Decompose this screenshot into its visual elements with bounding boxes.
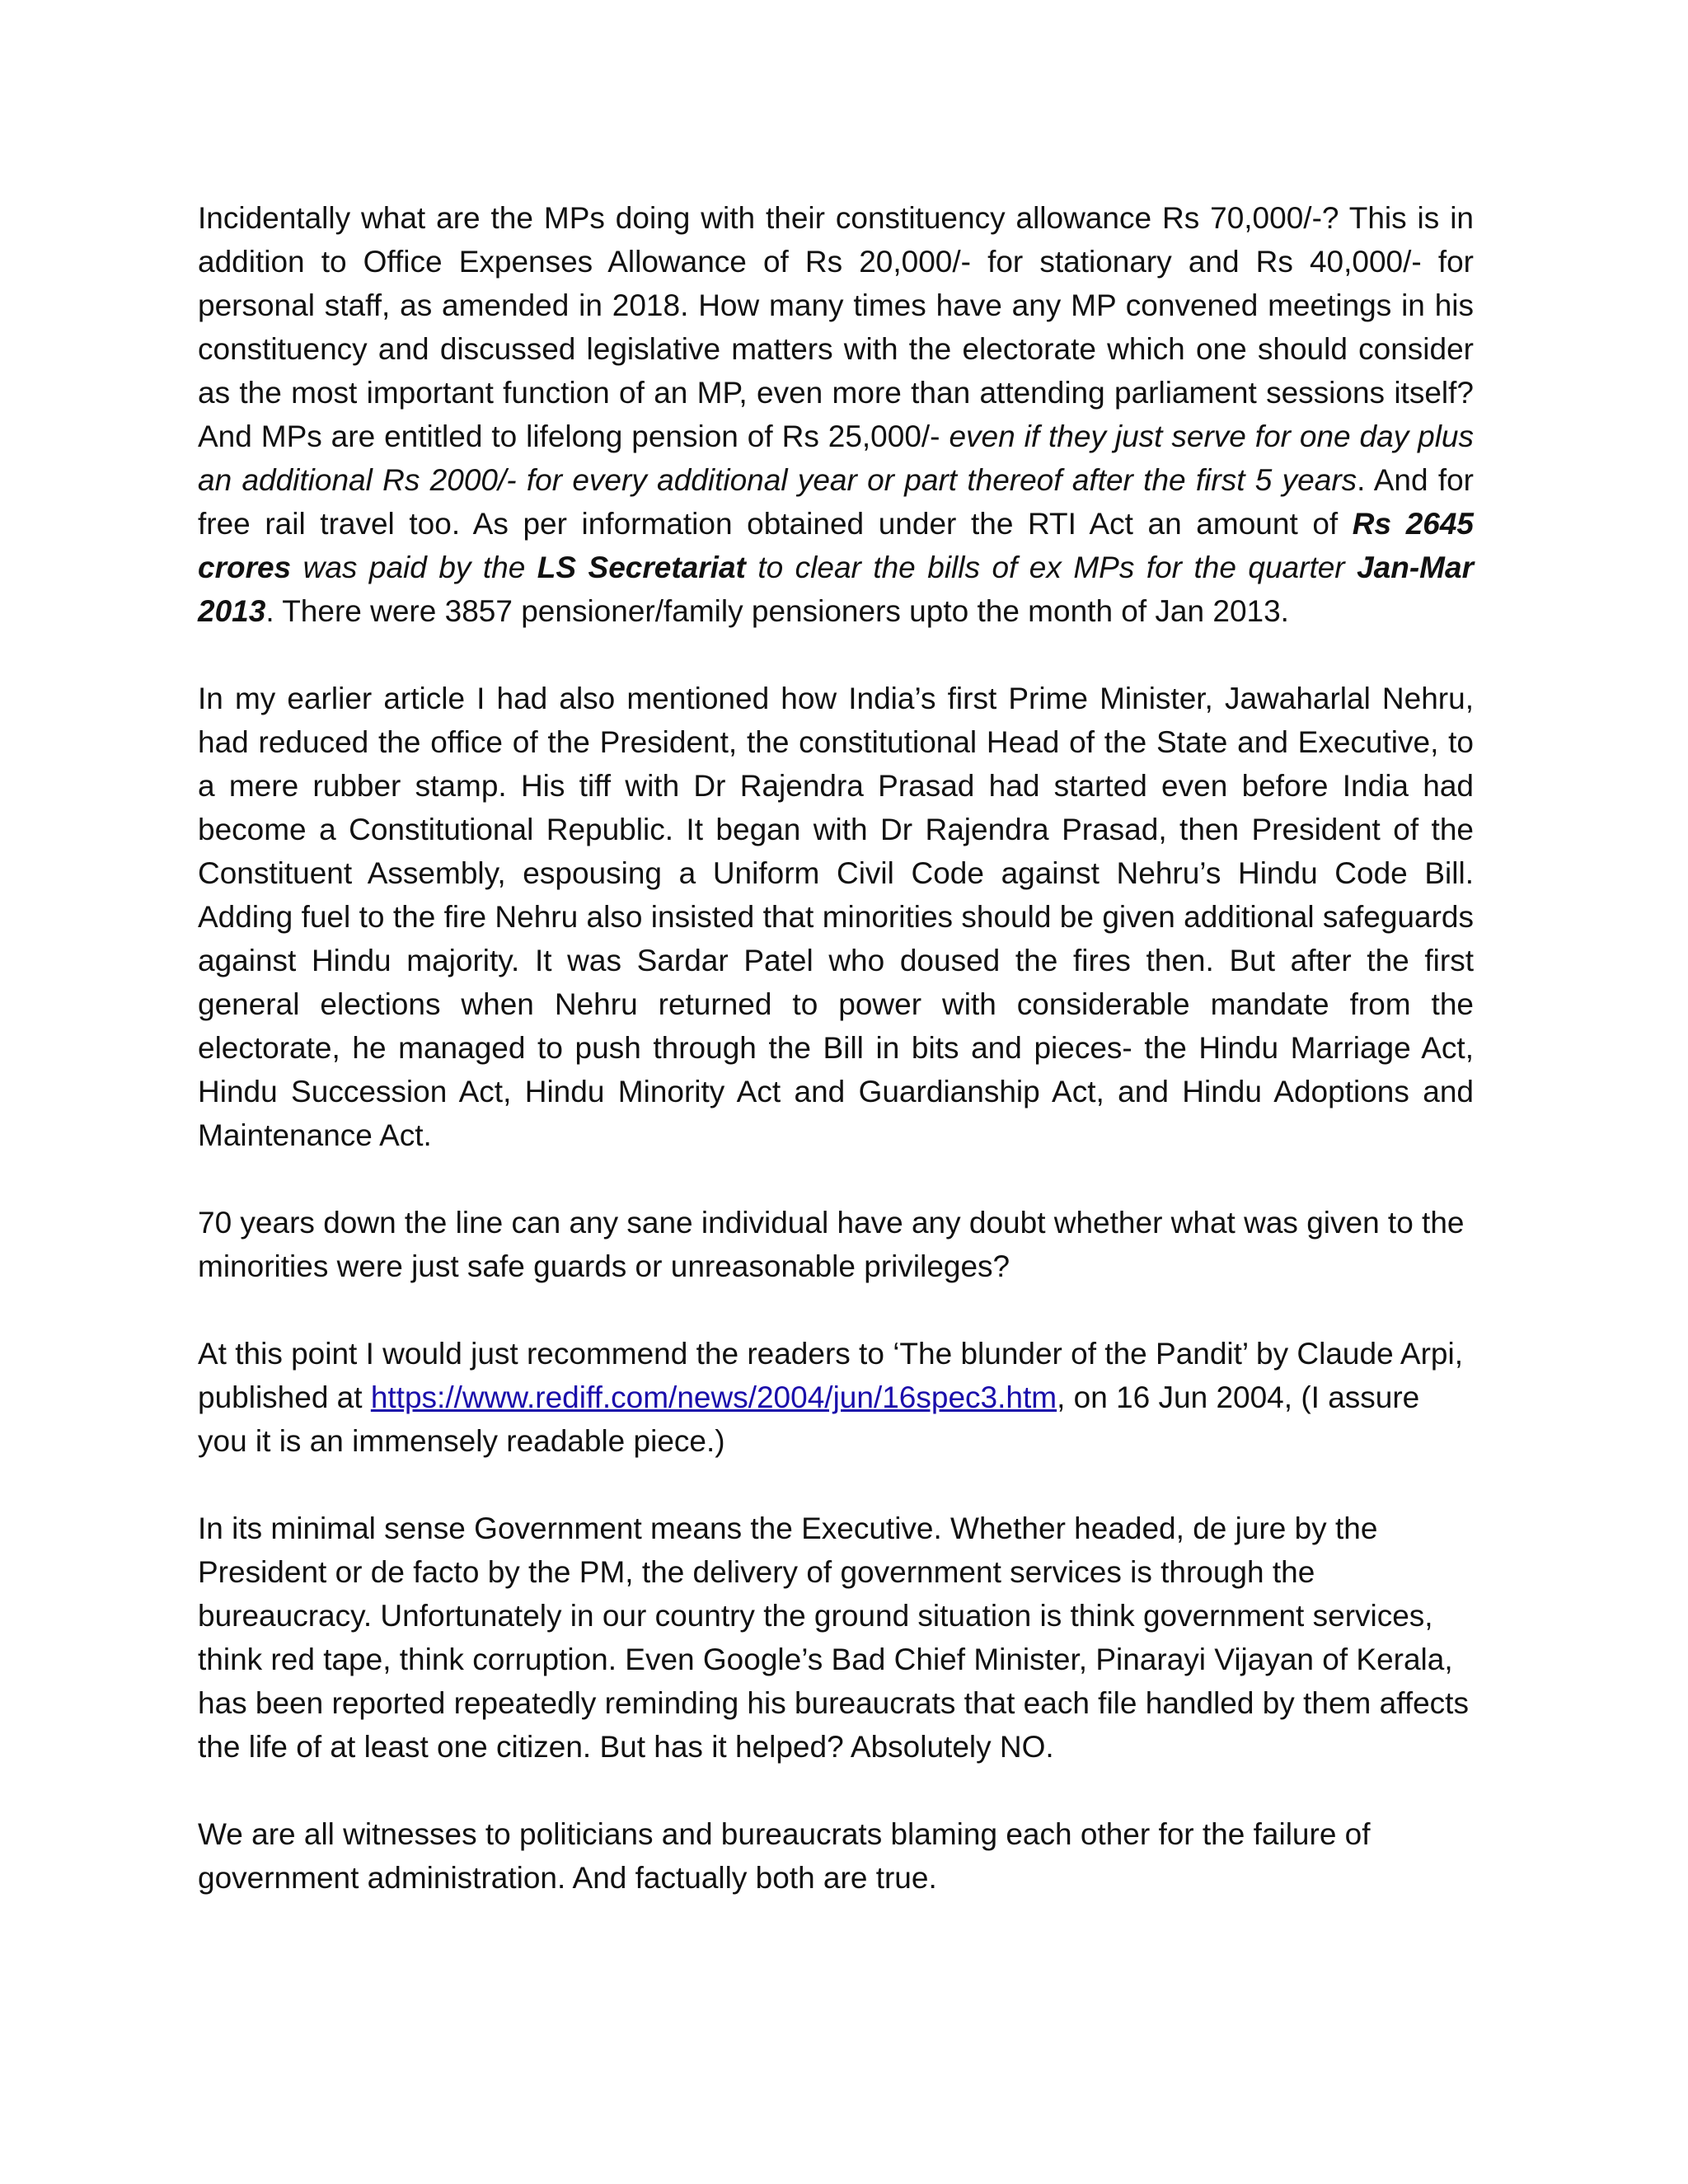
bold-italic-text-run: LS Secretariat	[537, 551, 746, 584]
italic-text-run: to clear the bills of ex MPs for the quarter	[745, 551, 1357, 584]
paragraph-minorities-question: 70 years down the line can any sane individual have any doubt whether what was given to the minorities were just safe guards or unreasonable privileges?	[198, 1206, 1465, 1283]
paragraph-politicians-bureaucrats: We are all witnesses to politicians and bureaucrats blaming each other for the failure of government administration. And factually both are true.	[198, 1817, 1371, 1895]
text-run: . There were 3857 pensioner/family pensioners upto the month of Jan 2013.	[265, 594, 1289, 628]
paragraph-government-executive: In its minimal sense Government means the Executive. Whether headed, de jure by the President or de facto by the PM, the delivery of government services is through the bureaucracy. Unfortunately in our country the ground situation is think government services, think red tape, think corruption. Even Google’s Bad Chief Minister, Pinarayi Vijayan of Kerala, has been reported repeatedly reminding his bureaucrats that each file handled by them affects the life of at least one citizen. But has it helped? Absolutely NO.	[198, 1511, 1469, 1764]
bold-italic-text-run: Rs 2645 crores	[198, 507, 1475, 584]
document-page	[198, 196, 1474, 1943]
text-run: At this point I would just recommend the readers to ‘The blunder of the Pandit’ by Claude Arpi, published at	[198, 1337, 1463, 1414]
italic-text-run: even if they just serve for one day plus an additional Rs 2000/- for every additional year or part thereof after the first 5 years	[198, 419, 1475, 497]
paragraph-nehru-president: In my earlier article I had also mentioned how India’s first Prime Minister, Jawaharlal Nehru, had reduced the office of the President, the constitutional Head of the State and Executive, to a mere rubber stamp. His tiff with Dr Rajendra Prasad had started even before India had become a Constitutional Republic. It began with Dr Rajendra Prasad, then President of the Constituent Assembly, espousing a Uniform Civil Code against Nehru’s Hindu Code Bill. Adding fuel to the fire Nehru also insisted that minorities should be given additional safeguards against Hindu majority. It was Sardar Patel who doused the fires then. But after the first general elections when Nehru returned to power with considerable mandate from the electorate, he managed to push through the Bill in bits and pieces- the Hindu Marriage Act, Hindu Succession Act, Hindu Minority Act and Guardianship Act, and Hindu Adoptions and Maintenance Act.	[198, 682, 1474, 1152]
bold-italic-text-run: Jan-Mar 2013	[198, 551, 1474, 628]
text-run: Incidentally what are the MPs doing with their constituency allowance Rs 70,000/-? This is in addition to Office Expenses Allowance of Rs 20,000/- for stationary and Rs 40,000/- for personal staff, as amended in 2018. How many times have any MP convened meetings in his constituency and discussed legislative matters with the electorate which one should consider as the most important function of an MP, even more than attending parliament sessions itself? And MPs are entitled to lifelong pension of Rs 25,000/-	[198, 201, 1474, 453]
italic-text-run: was paid by the	[291, 551, 537, 584]
text-run: , on 16 Jun 2004, (I assure you it is an immensely readable piece.)	[198, 1380, 1420, 1458]
text-run: . And for free rail travel too. As per information obtained under the RTI Act an amount of	[198, 463, 1474, 541]
rediff-article-link[interactable]: https://www.rediff.com/news/2004/jun/16spec3.htm	[370, 1380, 1057, 1414]
paragraph-mp-allowances	[198, 196, 1474, 633]
paragraph-recommendation	[198, 1332, 1474, 1463]
